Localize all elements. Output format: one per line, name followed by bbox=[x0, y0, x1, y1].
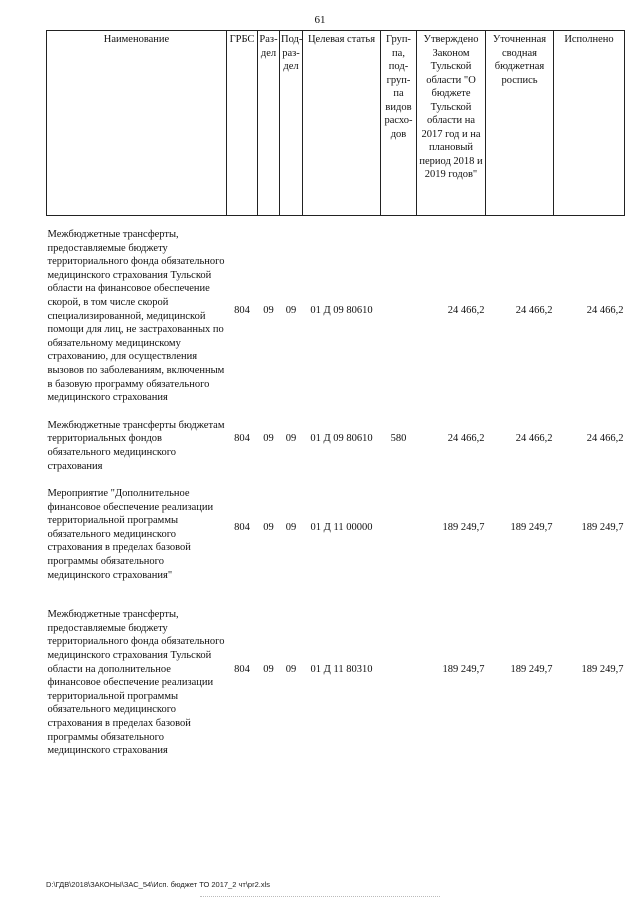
row-executed: 24 466,2 bbox=[586, 433, 624, 445]
row-group bbox=[381, 582, 417, 758]
row-target: 01 Д 09 80610 bbox=[310, 304, 373, 316]
header-target: Целевая статья bbox=[303, 31, 381, 216]
row-podrazdel: 09 bbox=[285, 433, 297, 445]
row-executed: 189 249,7 bbox=[581, 664, 624, 676]
table-row bbox=[47, 582, 625, 758]
row-grbs: 804 bbox=[234, 304, 250, 316]
header-podrazdel: Под-раз-дел bbox=[280, 31, 303, 216]
row-group bbox=[381, 473, 417, 582]
row-grbs: 804 bbox=[234, 521, 250, 533]
row-razdel: 09 bbox=[263, 664, 274, 676]
table-header-row bbox=[47, 31, 625, 216]
row-name: Межбюджетные трансферты, предоставляемые бюджету территориального фонда обязательного медицинского страхования Тульской области на финансовое обеспечение скорой, в том числе скорой специализированной, медицинской помощи для лиц, не застрахованных по обязательному медицинскому страхованию, для осуществления вызовов по заболеваниям, включенным в базовую программу обязательного медицинского страхования bbox=[47, 229, 225, 404]
row-name: Мероприятие "Дополнительное финансовое обеспечение реализации территориальной программы обязательного медицинского страхования в пределах базовой программы обязательного медицинского страхования" bbox=[47, 488, 214, 581]
row-approved: 24 466,2 bbox=[447, 304, 485, 316]
row-grbs: 804 bbox=[234, 664, 250, 676]
row-refined: 24 466,2 bbox=[515, 304, 553, 316]
file-path-footer: D:\ГДВ\2018\ЗАКОНЫ\ЗАС_54\Исп. бюджет ТО 2017_2 чт\pr2.xls bbox=[46, 880, 270, 889]
row-grbs: 804 bbox=[234, 433, 250, 445]
row-razdel: 09 bbox=[263, 433, 274, 445]
header-executed: Исполнено bbox=[554, 31, 625, 216]
row-refined: 189 249,7 bbox=[510, 664, 553, 676]
header-group: Груп-па, под-груп-па видов расхо-дов bbox=[381, 31, 417, 216]
row-group bbox=[381, 216, 417, 405]
header-razdel: Раз-дел bbox=[258, 31, 280, 216]
row-executed: 24 466,2 bbox=[586, 304, 624, 316]
row-podrazdel: 09 bbox=[285, 521, 297, 533]
row-razdel: 09 bbox=[263, 304, 274, 316]
row-refined: 189 249,7 bbox=[510, 521, 553, 533]
row-executed: 189 249,7 bbox=[581, 521, 624, 533]
row-target: 01 Д 11 00000 bbox=[310, 521, 373, 533]
row-refined: 24 466,2 bbox=[515, 433, 553, 445]
row-approved: 189 249,7 bbox=[442, 664, 485, 676]
row-approved: 24 466,2 bbox=[447, 433, 485, 445]
row-podrazdel: 09 bbox=[285, 304, 297, 316]
row-target: 01 Д 09 80610 bbox=[310, 433, 373, 445]
header-approved: Утверждено Законом Тульской области "О бюджете Тульской области на 2017 год и на плановый период 2018 и 2019 годов" bbox=[417, 31, 486, 216]
table-row bbox=[47, 216, 625, 405]
row-approved: 189 249,7 bbox=[442, 521, 485, 533]
budget-table bbox=[46, 30, 625, 758]
footer-divider bbox=[200, 896, 440, 898]
row-group: 580 bbox=[390, 433, 407, 445]
header-name: Наименование bbox=[47, 31, 227, 216]
table-row bbox=[47, 405, 625, 473]
header-grbs: ГРБС bbox=[227, 31, 258, 216]
row-name: Межбюджетные трансферты бюджетам территориальных фондов обязательного медицинского страхования bbox=[47, 419, 225, 472]
table-row bbox=[47, 473, 625, 582]
page-number: 61 bbox=[314, 14, 326, 26]
row-razdel: 09 bbox=[263, 521, 274, 533]
row-podrazdel: 09 bbox=[285, 664, 297, 676]
row-name: Межбюджетные трансферты, предоставляемые бюджету территориального фонда обязательного медицинского страхования Тульской области на дополнительное финансовое обеспечение реализации территориальной программы обязательного медицинского страхования в пределах базовой программы обязательного медицинского страхования bbox=[47, 609, 225, 757]
row-target: 01 Д 11 80310 bbox=[310, 664, 373, 676]
header-refined: Уточненная сводная бюджетная роспись bbox=[486, 31, 554, 216]
